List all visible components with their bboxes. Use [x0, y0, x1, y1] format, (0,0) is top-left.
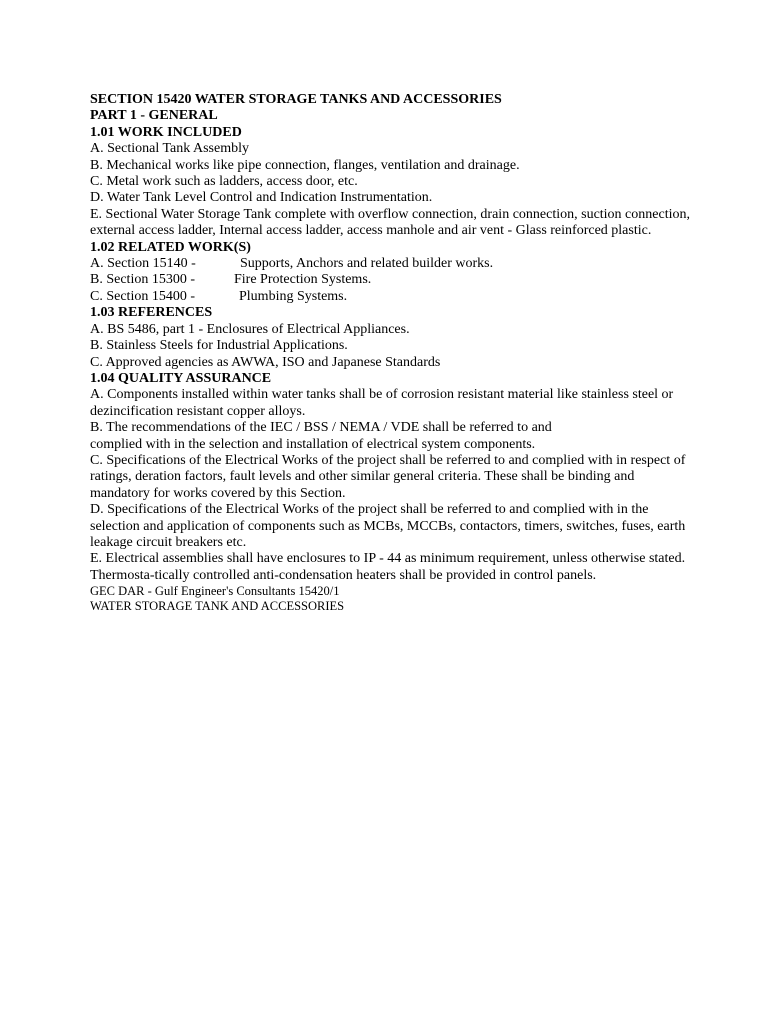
- part-title: PART 1 - GENERAL: [90, 108, 218, 124]
- work-item-b: B. Mechanical works like pipe connection, flanges, ventilation and drainage.: [90, 157, 520, 173]
- quality-item-a: A. Components installed within water tanks shall be of corrosion resistant material like stainless steel or dezincification resistant copper alloys.: [90, 387, 674, 419]
- footer-line-2: WATER STORAGE TANK AND ACCESSORIES: [90, 599, 345, 614]
- document-page: [90, 92, 690, 614]
- quality-assurance-heading: 1.04 QUALITY ASSURANCE: [90, 370, 272, 386]
- quality-item-c: C. Specifications of the Electrical Works of the project shall be referred to and complied with in respect of ratings, deration factors, fault levels and other similar general criteria. These shall be binding and mandatory for works covered by this Section.: [90, 452, 686, 501]
- footer-line-1: GEC DAR - Gulf Engineer's Consultants 15420/1: [90, 584, 340, 599]
- quality-item-b-line1: B. The recommendations of the IEC / BSS / NEMA / VDE shall be referred to and: [90, 420, 552, 436]
- related-works-heading: 1.02 RELATED WORK(S): [90, 239, 251, 255]
- related-item-c-code: C. Section 15400 -: [90, 288, 195, 304]
- quality-item-b-line2: complied with in the selection and installation of electrical system components.: [90, 436, 536, 452]
- related-item-a-desc: Supports, Anchors and related builder works.: [240, 256, 494, 272]
- related-item-b-desc: Fire Protection Systems.: [234, 272, 372, 288]
- section-title: SECTION 15420 WATER STORAGE TANKS AND ACCESSORIES: [90, 92, 502, 107]
- work-item-e: E. Sectional Water Storage Tank complete with overflow connection, drain connection, suction connection, external access ladder, Internal access ladder, access manhole and air vent - Glass reinforced plastic.: [90, 206, 690, 239]
- reference-item-a: A. BS 5486, part 1 - Enclosures of Electrical Appliances.: [90, 321, 410, 337]
- quality-item-d: D. Specifications of the Electrical Works of the project shall be referred to and complied with in the selection and application of components such as MCBs, MCCBs, contactors, timers, switches, fuses, earth leakage circuit breakers etc.: [90, 502, 686, 550]
- references-heading: 1.03 REFERENCES: [90, 305, 213, 321]
- related-item-c-desc: Plumbing Systems.: [239, 288, 348, 304]
- work-item-c: C. Metal work such as ladders, access door, etc.: [90, 174, 358, 190]
- related-item-c: [90, 289, 690, 305]
- related-item-b: [90, 272, 690, 288]
- quality-item-e: E. Electrical assemblies shall have enclosures to IP - 44 as minimum requirement, unless otherwise stated. Thermosta-tically controlled anti-condensation heaters shall be provided in control panels.: [90, 551, 686, 583]
- related-item-a: [90, 256, 690, 272]
- reference-item-b: B. Stainless Steels for Industrial Applications.: [90, 338, 348, 354]
- work-included-heading: 1.01 WORK INCLUDED: [90, 124, 242, 140]
- related-item-a-code: A. Section 15140 -: [90, 256, 196, 272]
- work-item-a: A. Sectional Tank Assembly: [90, 141, 249, 157]
- work-item-d: D. Water Tank Level Control and Indication Instrumentation.: [90, 190, 433, 206]
- related-item-b-code: B. Section 15300 -: [90, 272, 195, 288]
- reference-item-c: C. Approved agencies as AWWA, ISO and Japanese Standards: [90, 354, 441, 370]
